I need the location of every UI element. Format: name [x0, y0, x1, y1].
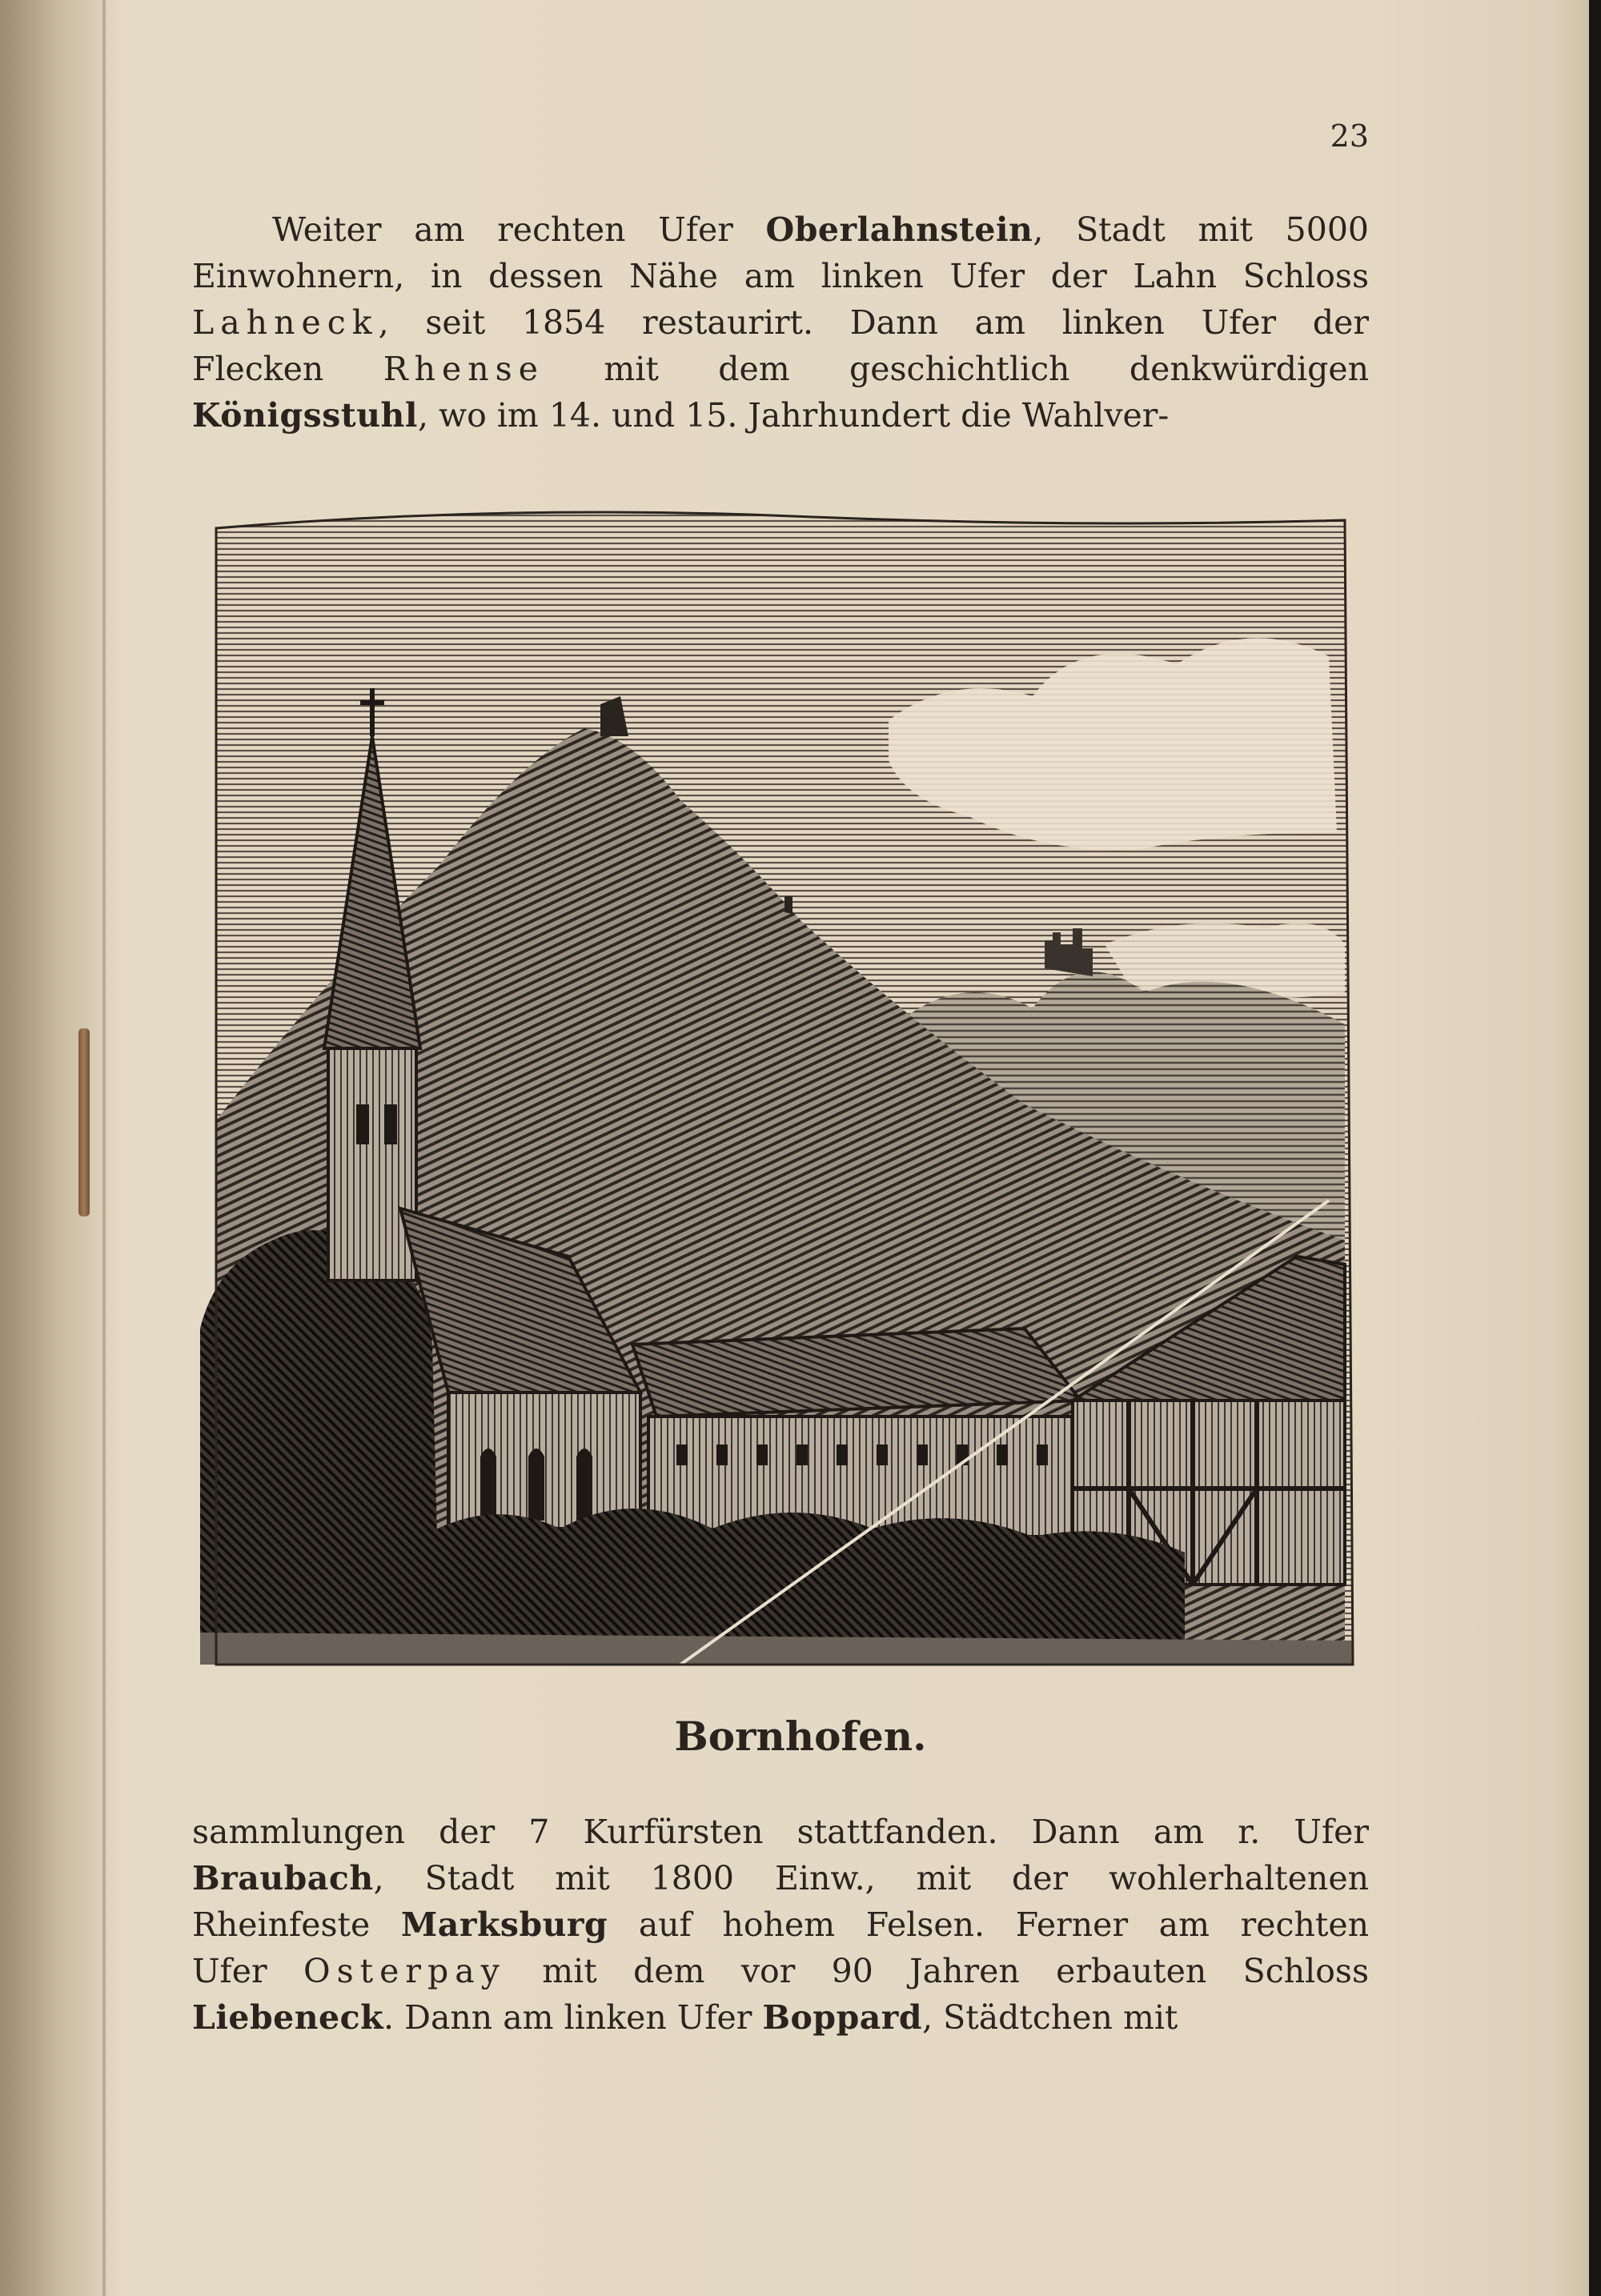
church-tower — [328, 1040, 416, 1280]
text-line: Liebeneck. Dann am linken Ufer Boppard, Städtchen mit — [192, 1998, 1178, 2037]
paragraph-oberlahnstein — [192, 206, 1369, 439]
binding-thread — [78, 1028, 90, 1216]
trees-left — [200, 1230, 440, 1665]
place-name-liebeneck: Liebeneck — [192, 1998, 384, 2037]
place-name-braubach: Braubach — [192, 1859, 374, 1897]
place-name-oberlahnstein: Oberlahnstein — [765, 210, 1033, 249]
text-line: Königsstuhl, wo im 14. und 15. Jahrhundert die Wahlver- — [192, 396, 1170, 435]
text-line: Braubach, Stadt mit 1800 Einw., mit der wohlerhaltenen — [192, 1859, 1369, 1897]
text-line: Einwohnern, in dessen Nähe am linken Ufer der Lahn Schloss — [192, 257, 1369, 295]
place-name-lahneck: Lahneck — [192, 303, 379, 342]
monastery-wall — [648, 1416, 1081, 1537]
binding-fold — [102, 0, 106, 2296]
paragraph-braubach — [192, 1809, 1369, 2041]
monastery-roof — [632, 1328, 1081, 1416]
place-name-marksburg: Marksburg — [400, 1905, 608, 1944]
place-name-rhense: Rhense — [383, 350, 544, 388]
text-line: Ufer Osterpay mit dem vor 90 Jahren erbauten Schloss — [192, 1952, 1369, 1990]
text-line: Weiter am rechten Ufer Oberlahnstein, Stadt mit 5000 — [272, 210, 1369, 249]
place-name-osterpay: Osterpay — [303, 1952, 506, 1990]
bornhofen-engraving — [184, 496, 1377, 1681]
text-line: sammlungen der 7 Kurfürsten stattfanden. Dann am r. Ufer — [192, 1813, 1369, 1851]
text-line: Flecken Rhense mit dem geschichtlich denkwürdigen — [192, 350, 1369, 388]
illustration-caption: Bornhofen. — [674, 1713, 927, 1760]
text-line: Rheinfeste Marksburg auf hohem Felsen. Ferner am rechten — [192, 1905, 1369, 1944]
place-name-boppard: Boppard — [762, 1998, 923, 2037]
page-number: 23 — [1330, 118, 1369, 154]
text-line: Lahneck, seit 1854 restaurirt. Dann am linken Ufer der — [192, 303, 1369, 342]
place-name-koenigsstuhl: Königsstuhl — [192, 396, 418, 435]
